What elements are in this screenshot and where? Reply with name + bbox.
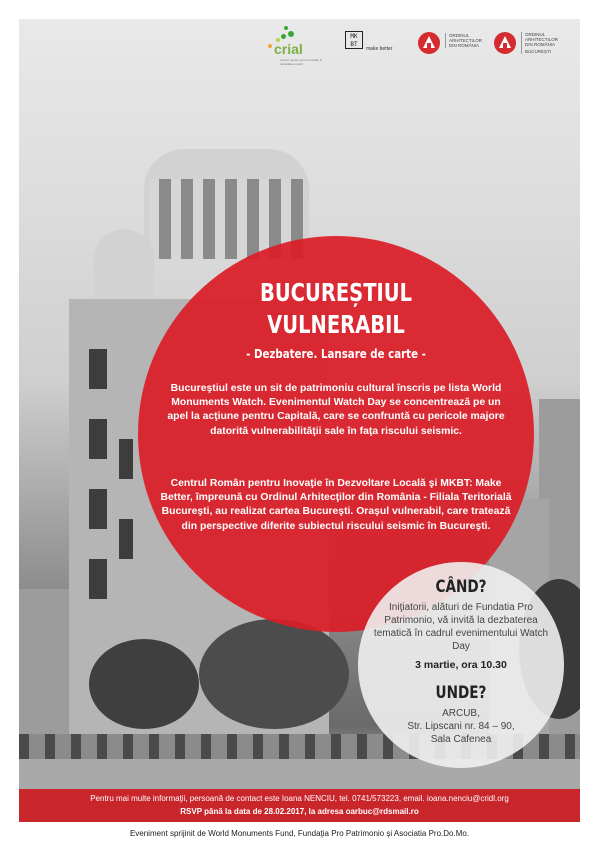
event-subtitle: - Dezbatere. Lansare de carte - [246,346,426,361]
oar-line: DIN ROMÂNIA [449,43,480,48]
crial-subtitle: centrul român pentru inovaţie în dezvoltare locală [280,58,323,66]
logo-bar [266,24,576,74]
street [19,759,580,789]
where-line-1: ARCUB, [442,708,480,719]
where-line-2: Str. Lipscani nr. 84 – 90, [407,721,515,732]
intro-paragraph: Bucureştiul este un sit de patrimoniu cultural înscris pe lista World Monuments Watch. Evenimentul Watch Day se concentrează pe un apel la acţiune pentru Capitală, care se confruntă cu pericole majore datorită vulnerabilităţii sale în faţa riscului seismic. [167,383,505,437]
oar-line: ARHITECTILOR [449,38,483,43]
when-date: 3 martie, ora 10.30 [415,659,507,671]
title-line-2: VULNERABIL [267,310,405,339]
building-turret [94,229,154,309]
mkbt-tagline: make better [366,46,393,52]
oar-line: DIN ROMÂNIA [525,42,556,47]
title-line-1: BUCUREȘTIUL [259,278,413,307]
oar-line: ORDINUL [525,32,546,37]
when-text: Iniţiatorii, alături de Fundatia Pro Patrimonio, vă invită la dezbaterea tematică în cadrul evenimentului Watch Day [373,602,549,652]
tree [199,619,349,729]
book-paragraph: Centrul Român pentru Inovaţie în Dezvoltare Locală şi MKBT: Make Better, împreună cu Ordinul Arhitecţilor din România - Filiala Teritorială Bucureşti, au realizat cartea Bucureşti. Oraşul vulnerabil, care tratează din perspective diferite subiectul riscului seismic în Bucureşti. [160,478,512,532]
crial-wordmark: crial [274,41,303,57]
oar-line: ORDINUL [449,33,470,38]
oar-line: ARHITECTILOR [525,37,559,42]
where-line-3: Sala Cafenea [430,734,492,745]
when-heading: CÂND? [435,577,487,597]
contact-band [19,789,580,822]
oar-line: BUCUREȘTI [525,49,552,54]
oar-arrow-icon [418,32,440,54]
mkbt-box: MK BT [345,31,363,49]
building-left [19,589,69,739]
rsvp-info: RSVP până la data de 28.02.2017, la adresa oarbuc@rdsmail.ro [180,807,419,816]
crial-logo [266,24,326,64]
oar-arrow-icon [494,32,516,54]
sponsors-footer: Eveniment sprijinit de World Monuments Fund, Fundaţia Pro Patrimonio şi Asociatia Pro.Do.Mo. [129,829,470,838]
tree [89,639,199,729]
contact-info: Pentru mai multe informaţii, persoană de contact este Ioana NENCIU, tel. 0741/573223, email. ioana.nenciu@cridl.org [90,794,509,803]
where-heading: UNDE? [435,683,487,703]
